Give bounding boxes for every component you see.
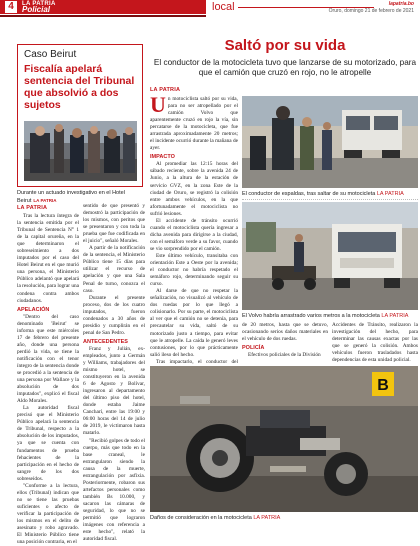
- photo3-caption-text: Daños de consideración en la motocicleta: [150, 515, 252, 521]
- subhead-apelacion: APELACIÓN: [17, 306, 50, 313]
- paragraph: "Recibió golpes de todo el cuerpo, más que todo en la base craneal, le estrangularon siendo la causa de la muerte, estrangulación por asfixia. Posteriormente, robaron sus artefactos personales como también Bs 10.000, y sacaron las cámaras de seguridad, lo que no se permitió que lograron imágenes con referencia a este hecho", relató la autoridad fiscal.: [83, 437, 146, 543]
- paragraph: El accidente de tránsito ocurrió cuando el motociclista quería ingresar a dicha avenida para dirigirse a la ciudad, con el semáforo verde a su favor, cuando se vio sorprendido por el camión.: [150, 217, 238, 252]
- lead-paragraph-text: n motociclista saltó por su vida, para no ser atropellado por el camión Volvo que aparentemente cruzó en rojo la vía, sin percatarse de la motocicleta, que fue arrastrada aproximadamente 20 metros; el incidente ocurrió durante la mañana de ayer.: [150, 96, 238, 152]
- paragraph: Franz y Julián, ex-empleados, junto a Germán y Williams, trabajadores del mismo hotel, se constituyeron en la avenida 6 de Agosto y Bolívar, ingresaron al departamento del último piso del hotel, donde estaba Jaime Cancharí, entre las 19:00 y 06:00 horas del 14 de julio de 2019, le victimaron hasta matarlo.: [83, 345, 145, 437]
- photo1-source: LA PATRIA: [376, 191, 404, 197]
- left-headline: Fiscalía apelará sentencia del Tribunal que absolvió a dos sujetos: [24, 63, 135, 111]
- paragraph: Accidentes de Tránsito, realizaron la investigación del hecho, para determinar las causas exactas por las que se generó la colisión. Ambos vehículos fueron trasladados hasta dependencias de esta unidad policial.: [332, 322, 418, 364]
- paragraph: Al darse de que no respetar la señalización, no visualizó al vehículo de dos ruedas por lo que llegó a colisionarlo. Por su parte, el motociclista al ver que el camión no se detenía, para precautelar su vida, saltó de su motorizado justo a tiempo, para evitar que le atropelle. La caída le generó leves contusiones, por lo que prácticamente salió ileso del hecho.: [150, 288, 238, 358]
- photo2-source: LA PATRIA: [381, 313, 409, 319]
- left-story-box: [17, 44, 143, 187]
- paragraph: Tras impactarlo, el conductor del: [156, 358, 238, 365]
- edition-date: Oruro, domingo 21 de febrero de 2021: [328, 8, 414, 14]
- photo3-source: LA PATRIA: [253, 515, 281, 521]
- paragraph: A partir de la notificación de la sentencia, el Ministerio Público tiene 15 días para utilizar el recurso de apelación y que una Sala Penal de turno, conozca el caso.: [83, 245, 145, 294]
- drop-cap: U: [150, 92, 166, 117]
- left-story-column-1: [17, 213, 79, 546]
- main-lead: El conductor de la motocicleta tuvo que lanzarse de su motorizado, para que el camión que cruzó en rojo, no le atropelle: [153, 58, 417, 77]
- site-name: lapatria.bo: [388, 1, 414, 7]
- section-label: local: [212, 1, 235, 13]
- truck-scene-photo: [242, 202, 418, 310]
- subhead-policia: POLICÍA: [242, 345, 265, 352]
- paragraph: "Conforme a la lectura, ellos (Tribunal) indican que no se tiene las pruebas suficientes o afecto de verificar la participación de los mismos en el delito de asesinato y robo agravado. El Ministerio Público tiene una posición contraria, en el: [17, 482, 79, 546]
- paragraph: Este último vehículo, transitaba con orientación Este a Oeste por la avenida; el conductor no habría respetado el semáforo rojo, determinando seguir su curso.: [150, 252, 238, 288]
- photo1-caption-text: El conductor de espaldas, tras saltar de su motocicleta: [242, 191, 376, 197]
- paragraph: Efectivos policiales de la División: [248, 352, 321, 359]
- paragraph: Al promediar las 12:15 horas del sábado reciente, sobre la avenida 24 de Junio, a la altura de la estación de servicio GVZ, en la zona Este de la ciudad de Oruro, se registró la colisión entre ambos vehículos, en la que afortunadamente el motociclista no sufrió lesiones.: [150, 161, 238, 217]
- brand-name: LA PATRIA: [22, 1, 56, 7]
- damaged-motorcycle-photo: [150, 366, 418, 512]
- paragraph: de 20 metros, hasta que se detuvo, ocasionando serios daños materiales en el vehículo de dos ruedas.: [242, 322, 328, 343]
- paragraph: "Dentro del caso denominado 'Beirut' se informa que este miércoles 17 de febrero del presente año, donde una persona perdió la vida, se tiene la notificación con el tenor íntegro de la sentencia donde se procedió a la sentencia de una persona por Wallace y la absolución de dos imputados", explicó el fiscal Aldo Morales.: [17, 313, 79, 405]
- left-dateline: LA PATRIA: [17, 205, 48, 211]
- main-story-column-a: [150, 92, 238, 373]
- left-kicker: Caso Beirut: [24, 49, 77, 60]
- subhead-antecedentes: ANTECEDENTES: [83, 338, 128, 345]
- main-headline: Saltó por su vida: [224, 37, 346, 54]
- hotel-investigation-photo: [24, 121, 137, 181]
- main-dateline: LA PATRIA: [150, 87, 181, 93]
- paragraph: Durante el presente proceso, dos de los cuatro imputados, fueron condenados a 30 años de presidio y cumplirán en el penal de San Pedro.: [83, 294, 145, 336]
- paragraph: sentido de que presentó y demostró la participación de los mismos, con peritos que se presentaron y con toda la prueba que fue codificada en el juicio", señaló Morales.: [83, 203, 145, 245]
- main-story-column-b: [242, 322, 328, 359]
- paragraph: La autoridad fiscal precisó que el Ministerio Público apelará la sentencia de Tribunal, respecto a la absolución de los imputados, ya que se cuenta con fundamentos de prueba fehacientes de la participación en el hecho de sangre de los dos sobreseídos.: [17, 405, 79, 482]
- main-story-column-c: [332, 322, 418, 364]
- paragraph: Tras la lectura íntegra de la sentencia emitida por el Tribunal de Sentencia N° 1 de la capital orureña, en la que determinaron el sobreseimiento a dos imputados por el caso del Hotel Beirut en el que murió una persona, el Ministerio Público adelantó que apelará la resolución, para lograr una condena contra ambos ciudadanos.: [17, 213, 79, 304]
- subhead-impacto: IMPACTO: [150, 154, 175, 161]
- photo1-caption: [242, 191, 418, 197]
- driver-scene-photo: [242, 96, 418, 188]
- header-dark-bar: [0, 15, 206, 17]
- brand-section: Policial: [22, 5, 51, 14]
- photo2-caption-text: El Volvo habría arrastrado varios metros a la motocicleta: [242, 313, 380, 319]
- left-photo-source: LA PATRIA: [33, 198, 57, 203]
- page-header: [0, 0, 420, 22]
- evidence-marker-letter: B: [377, 377, 389, 394]
- paragraph: [150, 92, 238, 152]
- left-photo-caption-text: Durante un actuado investigativo en el Hotel Beirut: [17, 190, 125, 204]
- photo2-caption: [242, 313, 418, 319]
- photo3-caption: [150, 515, 418, 521]
- separator: [242, 199, 418, 200]
- page-number: 4: [5, 1, 17, 13]
- left-story-column-2: [83, 203, 145, 543]
